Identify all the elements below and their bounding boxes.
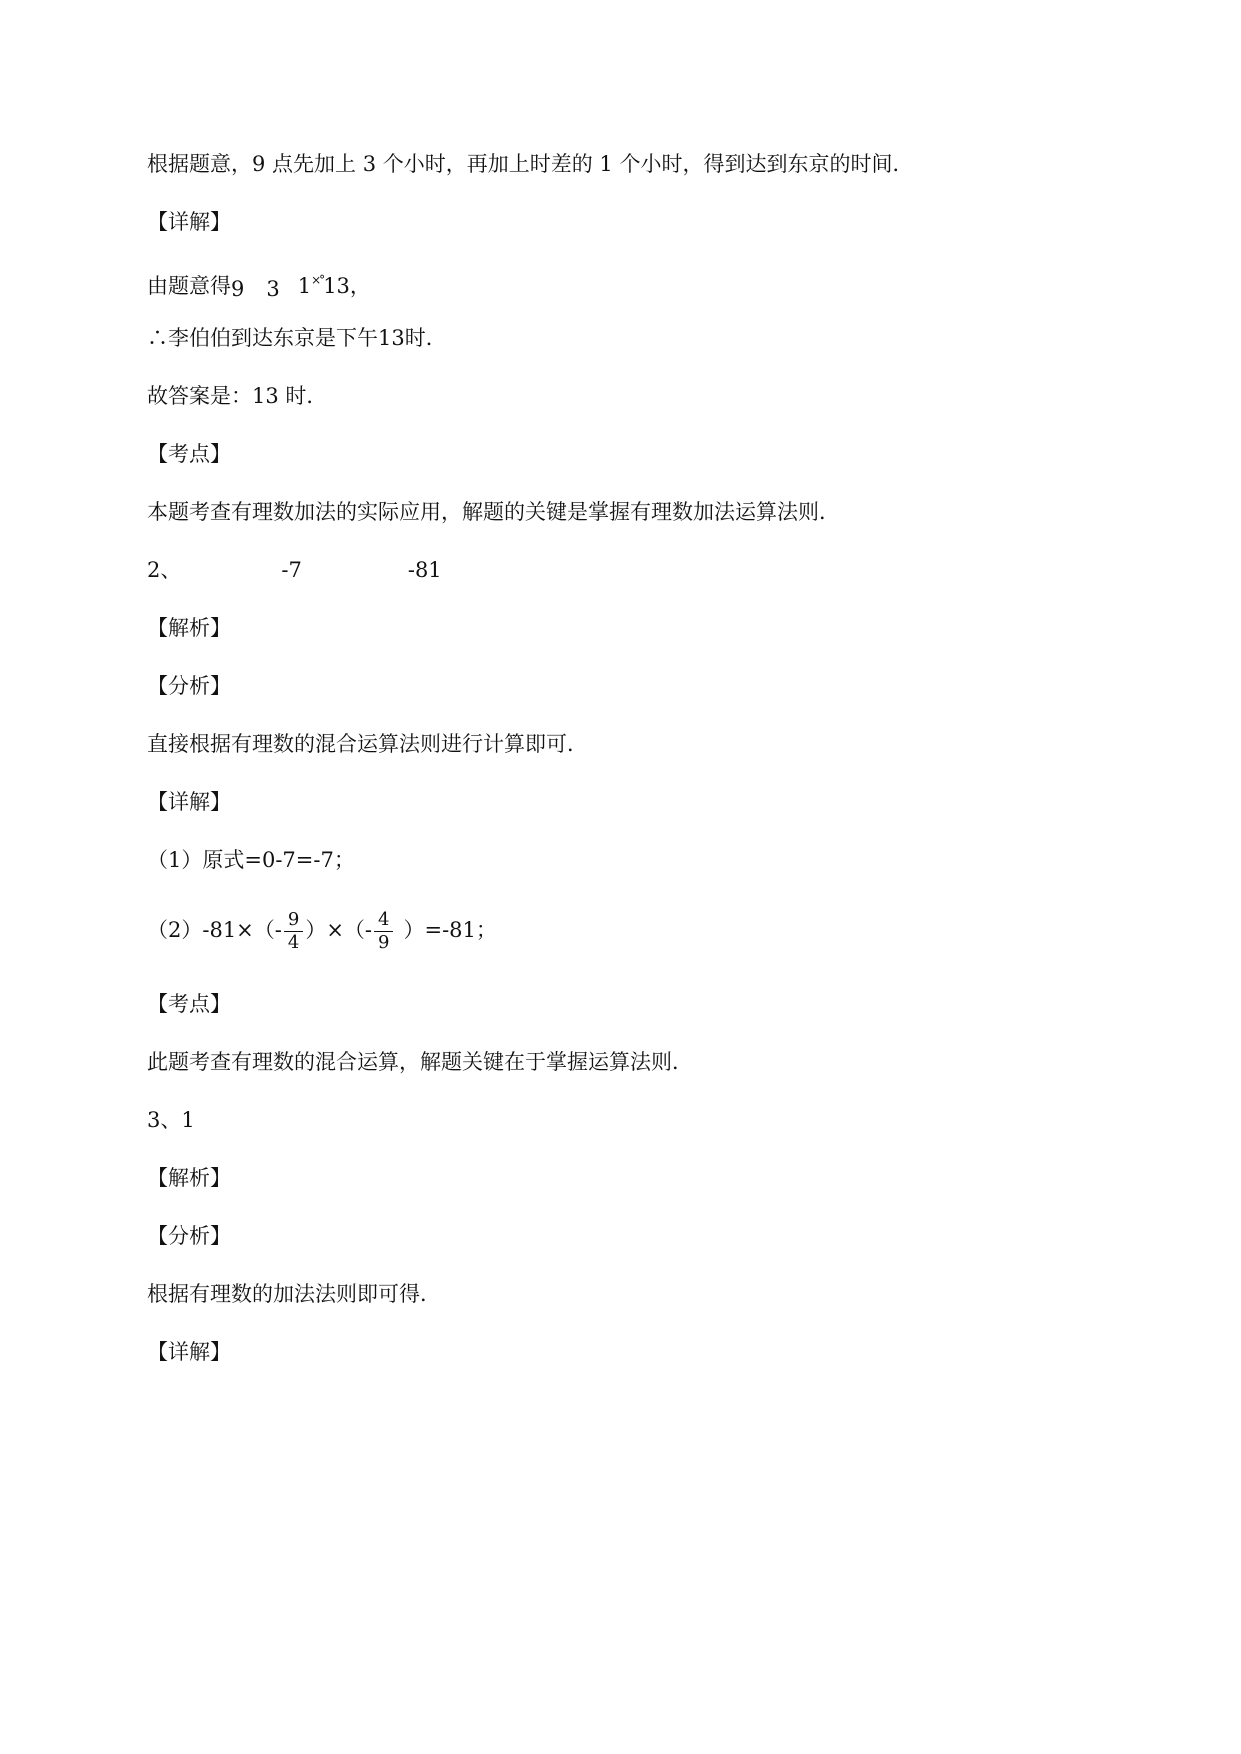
section-heading-analysis: 【解析】 [147, 1166, 231, 1190]
section-heading-detail: 【详解】 [147, 1340, 231, 1364]
calc-garbled-mark: ×° [311, 273, 324, 287]
fraction-numerator: 9 [284, 909, 303, 932]
step2-part-c: ）=-81； [403, 918, 497, 942]
fraction-denominator: 9 [378, 932, 390, 953]
fraction-denominator: 4 [287, 932, 300, 953]
calc-result: 13， [323, 274, 371, 298]
answer-line-q1: 故答案是：13 时． [147, 384, 328, 408]
answer-blank-1: -7 [281, 558, 302, 582]
step2-part-a: （2）-81×（- [147, 918, 282, 942]
question-3-answer: 3、1 [147, 1108, 195, 1132]
section-heading-analysis: 【解析】 [147, 616, 231, 640]
solution-step-2 [147, 904, 497, 956]
question-2-answers [147, 556, 442, 584]
analysis-text-q1: 根据题意，9 点先加上 3 个小时，再加上时差的 1 个小时，得到达到东京的时间． [147, 152, 914, 176]
section-heading-breakdown: 【分析】 [147, 674, 231, 698]
step2-part-b: ）×（- [305, 918, 373, 942]
key-point-text-q1: 本题考查有理数加法的实际应用，解题的关键是掌握有理数加法运算法则． [147, 500, 840, 524]
fraction-numerator: 4 [374, 909, 393, 932]
fraction-9-over-4 [284, 909, 303, 954]
section-heading-detail: 【详解】 [147, 210, 231, 234]
fraction-4-over-9 [374, 909, 393, 954]
question-number: 2、 [147, 558, 182, 582]
breakdown-text-q3: 根据有理数的加法法则即可得． [147, 1282, 441, 1306]
section-heading-breakdown: 【分析】 [147, 1224, 231, 1248]
calculation-line-q1 [147, 266, 371, 300]
conclusion-line: ∴李伯伯到达东京是下午13时． [147, 326, 447, 350]
key-point-text-q2: 此题考查有理数的混合运算，解题关键在于掌握运算法则． [147, 1050, 693, 1074]
solution-step-1: （1）原式=0-7=-7； [147, 848, 355, 872]
breakdown-text-q2: 直接根据有理数的混合运算法则进行计算即可． [147, 732, 588, 756]
answer-blank-2: -81 [407, 558, 442, 582]
calc-prefix: 由题意得 [147, 274, 231, 298]
section-heading-detail: 【详解】 [147, 790, 231, 814]
calc-term-c: 1 [297, 274, 312, 298]
section-heading-key-point: 【考点】 [147, 442, 231, 466]
section-heading-key-point: 【考点】 [147, 992, 231, 1016]
calc-term-b: 3 [266, 277, 280, 301]
calc-term-a: 9 [231, 277, 245, 301]
